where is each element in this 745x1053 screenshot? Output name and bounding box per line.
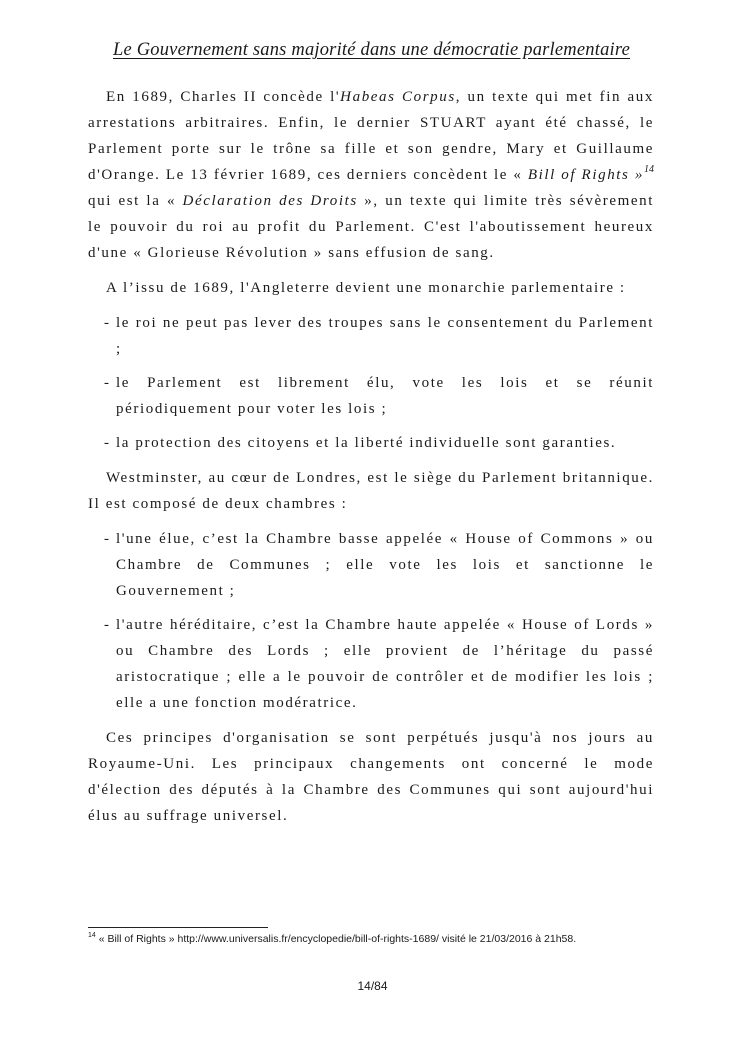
paragraph-3: Westminster, au cœur de Londres, est le siège du Parlement britannique. Il est composé de deux chambres : (88, 470, 654, 512)
footnote (88, 933, 688, 945)
list-item: - le roi ne peut pas lever des troupes sans le consentement du Parlement ; (104, 315, 654, 357)
footnote-number: 14 (88, 932, 96, 939)
chambers-list (88, 526, 654, 716)
footnote-text: « Bill of Rights » http://www.universalis.fr/encyclopedie/bill-of-rights-1689/ visité le 21/03/2016 à 21h58. (95, 933, 577, 945)
page-body (88, 84, 654, 838)
list-item: - la protection des citoyens et la liberté individuelle sont garanties. (104, 435, 617, 451)
footnote-divider (88, 927, 268, 928)
running-header: Le Gouvernement sans majorité dans une démocratie parlementaire (113, 40, 630, 60)
list-item: - l'autre héréditaire, c’est la Chambre haute appelée « House of Lords » ou Chambre des Lords ; elle provient de l’héritage du passé aristocratique ; elle a le pouvoir de contrôler et de modifier les lois ; elle a une fonction modératrice. (104, 617, 654, 711)
page-number: 14/84 (357, 979, 388, 993)
monarchy-conditions-list (88, 310, 654, 456)
paragraph-4: Ces principes d'organisation se sont perpétués jusqu'à nos jours au Royaume-Uni. Les principaux changements ont concerné le mode d'élection des députés à la Chambre des Communes qui sont aujourd'hui élus au suffrage universel. (88, 730, 654, 824)
footnote-reference[interactable]: 14 (643, 164, 654, 175)
bill-of-rights-term: Bill of Rights » (527, 167, 644, 183)
list-item: - l'une élue, c’est la Chambre basse appelée « House of Commons » ou Chambre de Communes ; elle vote les lois et sanctionne le Gouvernement ; (104, 531, 654, 599)
paragraph-1: En 1689, Charles II concède l'Habeas Corpus, un texte qui met fin aux arrestations arbitraires. Enfin, le dernier STUART ayant été chassé, le Parlement porte sur le trône sa fille et son gendre, Mary et Guillaume d'Orange. Le 13 février 1689, ces derniers concèdent le « Bill of Rights »$^{14}$ qui est la « Déclaration des Droits », un texte qui limite très sévèrement le pouvoir du roi au profit du Parlement. C'est l'aboutissement heureux d'une « Glorieuse Révolution » sans effusion de sang. (88, 89, 654, 261)
list-item: - le Parlement est librement élu, vote les lois et se réunit périodiquement pour voter les lois ; (104, 375, 654, 417)
paragraph-2: A l’issu de 1689, l'Angleterre devient une monarchie parlementaire : (106, 280, 626, 296)
habeas-corpus-term: Habeas Corpus (340, 89, 456, 105)
declaration-term: Déclaration des Droits (182, 193, 358, 209)
